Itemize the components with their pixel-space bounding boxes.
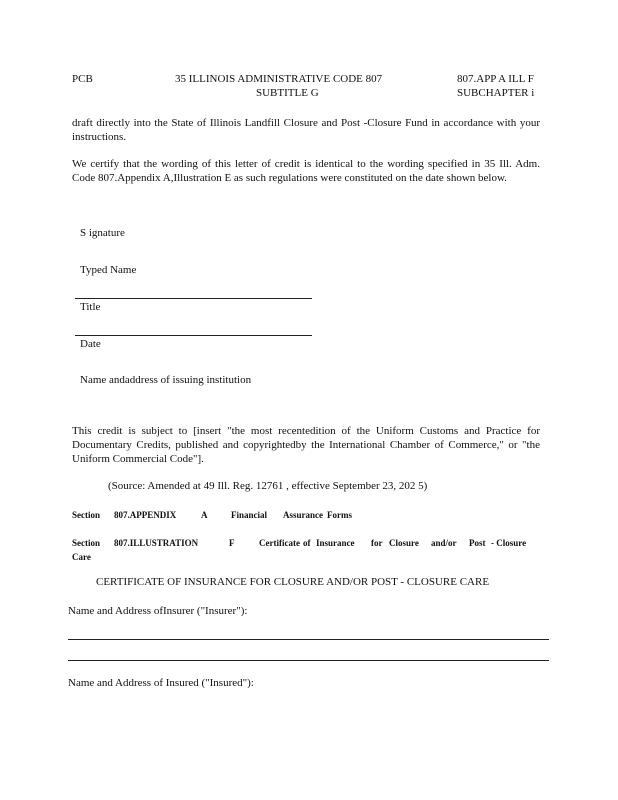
section2-word-certificate: Certificate	[259, 538, 300, 548]
paragraph-draft: draft directly into the State of Illinois Landfill Closure and Post -Closure Fund in accordance with your instructions.	[72, 117, 540, 143]
header-right-line2: SUBCHAPTER i	[457, 87, 535, 99]
section1-letter: A	[201, 510, 208, 520]
typed-name-line	[75, 298, 312, 299]
paragraph-subject: This credit is subject to [insert "the most recentedition of the Uniform Customs and Practice for Documentary Credits, published and copyrightedby the International Chamber of Commerce," or "the Uniform Commercial Code"].	[72, 425, 540, 465]
title-line	[75, 335, 312, 336]
section1-word-forms: Forms	[327, 510, 352, 520]
issuing-institution-label: Name andaddress of issuing institution	[80, 374, 252, 386]
signature-label: S ignature	[80, 227, 125, 239]
header-title-line1: 35 ILLINOIS ADMINISTRATIVE CODE 807	[175, 73, 383, 85]
header-title-line2: SUBTITLE G	[256, 87, 319, 99]
section1-word-assurance: Assurance	[283, 510, 323, 520]
section2-word-andor: and/or	[431, 538, 457, 548]
section2-label: Section	[72, 538, 100, 548]
section2-letter: F	[229, 538, 235, 548]
insured-label: Name and Address of Insured ("Insured"):	[68, 677, 254, 689]
section2-word-closure-2: - Closure	[491, 538, 527, 548]
section2-word-for: for	[371, 538, 383, 548]
section2-care: Care	[72, 552, 91, 562]
paragraph-certify: We certify that the wording of this letter of credit is identical to the wording specified in 35 Ill. Adm. Code 807.Appendix A,Illustration E as such regulations were constituted on the date shown below.	[72, 158, 540, 184]
section2-word-of: of	[303, 538, 311, 548]
title-label: Title	[80, 301, 101, 313]
section2-code: 807.ILLUSTRATION	[114, 538, 199, 548]
section1-label: Section	[72, 510, 100, 520]
header-right-line1: 807.APP A ILL F	[457, 73, 534, 85]
section2-word-closure: Closure	[389, 538, 419, 548]
certificate-heading: CERTIFICATE OF INSURANCE FOR CLOSURE AND/OR POST - CLOSURE CARE	[96, 576, 490, 588]
insurer-label: Name and Address ofInsurer ("Insurer"):	[68, 605, 248, 617]
source-note: (Source: Amended at 49 Ill. Reg. 12761 , effective September 23, 202 5)	[108, 480, 428, 492]
section1-word-financial: Financial	[231, 510, 268, 520]
insurer-line-2	[68, 660, 549, 661]
insurer-line-1	[68, 639, 549, 640]
section2-word-insurance: Insurance	[316, 538, 355, 548]
section2-word-post: Post	[469, 538, 486, 548]
date-label: Date	[80, 338, 101, 350]
header-pcb: PCB	[72, 73, 93, 85]
section1-code: 807.APPENDIX	[114, 510, 177, 520]
typed-name-label: Typed Name	[80, 264, 137, 276]
